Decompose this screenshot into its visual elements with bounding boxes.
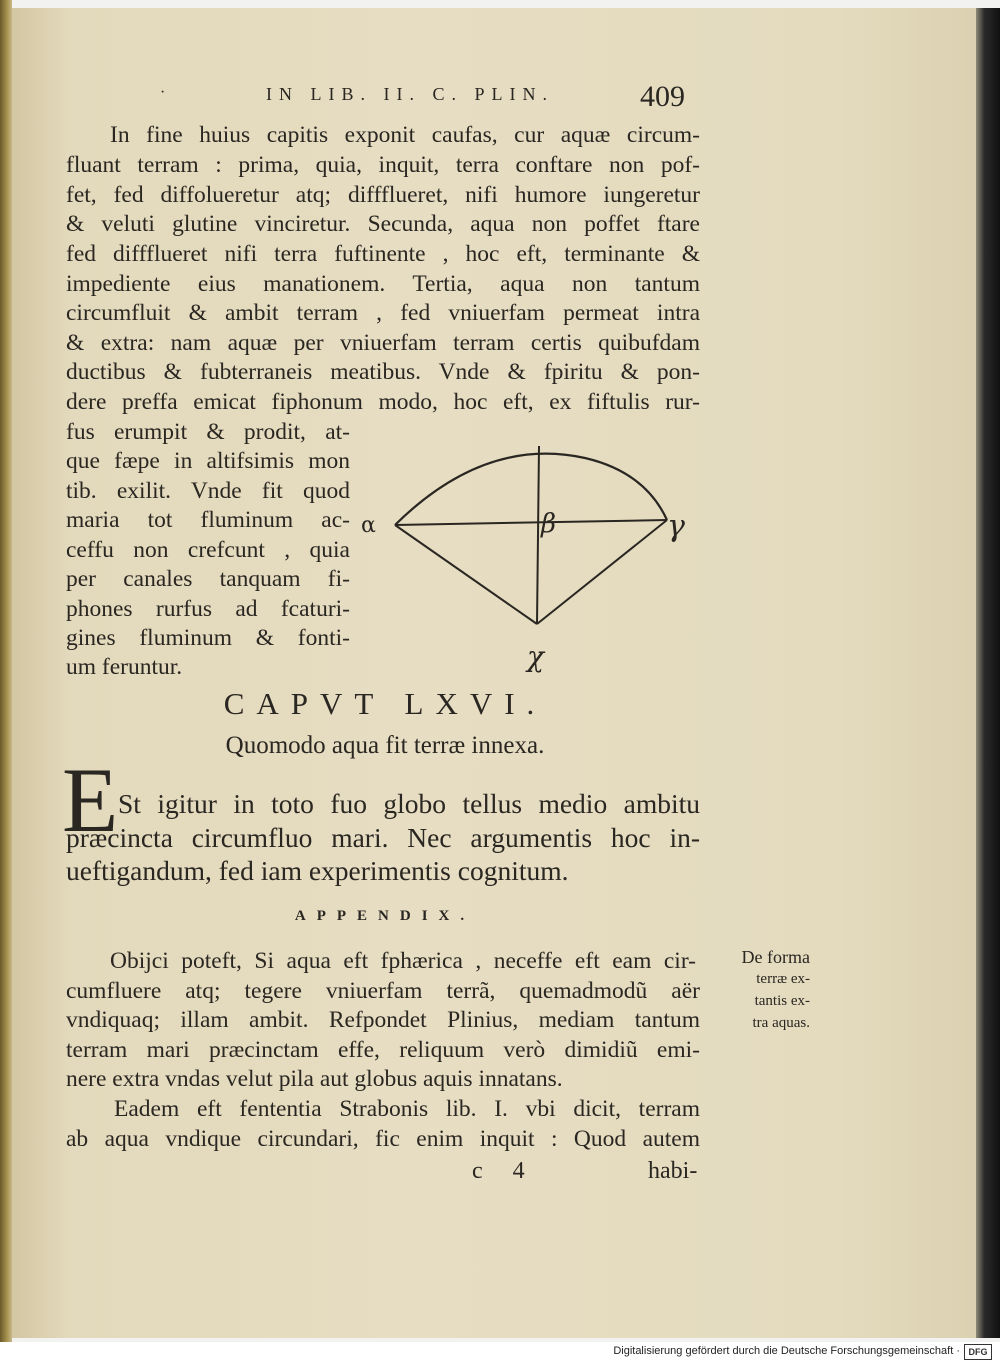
appendix-text-line: nere extra vndas velut pila aut globus aquis innatans. — [66, 1066, 563, 1092]
margin-note-line: De forma — [741, 947, 810, 967]
side-text-line: tib. exilit. Vnde fit quod — [66, 478, 350, 504]
text-line: ductibus & fubterraneis meatibus. Vnde & fpiritu & pon- — [66, 359, 700, 385]
running-head: IN LIB. II. C. PLIN. — [266, 84, 554, 104]
diagram-label-alpha: α — [361, 513, 376, 538]
text-line: In fine huius capitis exponit caufas, cur aquæ circum- — [110, 122, 700, 148]
book-spine — [0, 0, 12, 1342]
side-text-line: gines fluminum & fonti- — [66, 625, 350, 651]
diagram-label-chi: χ — [527, 640, 544, 673]
page-number: 409 — [640, 80, 685, 113]
side-text-line: fus erumpit & prodit, at- — [66, 419, 350, 445]
diagram-vertical-line — [537, 446, 539, 624]
side-text-line: maria tot fluminum ac- — [66, 507, 350, 533]
text-line: & extra: nam aquæ per vniuerfam terram certis quibufdam — [66, 330, 700, 356]
chapter-text-line: ueftigandum, fed iam experimentis cognitum. — [66, 855, 569, 886]
appendix-text-line: cumfluere atq; tegere vniuerfam terrã, quemadmodũ aër — [66, 978, 700, 1004]
diagram-lower-right-line — [537, 520, 667, 624]
side-text-line: phones rurfus ad fcaturi- — [66, 596, 350, 622]
dfg-logo: DFG — [964, 1344, 992, 1360]
appendix-text-line: terram mari præcinctam effe, reliquum verò dimidiũ emi- — [66, 1037, 700, 1063]
chapter-text-line: St igitur in toto fuo globo tellus medio ambitu — [118, 788, 700, 819]
appendix-text-line: ab aqua vndique circundari, fic enim inquit : Quod autem — [66, 1126, 700, 1152]
text-line: impediente eius manationem. Tertia, aqua non tantum — [66, 271, 700, 297]
chapter-title: CAPVT LXVI. — [223, 686, 547, 721]
text-line: circumfluit & ambit terram , fed vniuerfam permeat intra — [66, 300, 700, 326]
running-head-mark: · — [160, 84, 166, 101]
appendix-text-line: Eadem eft fententia Strabonis lib. I. vbi dicit, terram — [114, 1096, 700, 1122]
text-line: fet, fed diffolueretur atq; diffflueret, nifi humore iungeretur — [66, 182, 700, 208]
diagram-horizontal-line — [395, 520, 667, 525]
globe-diagram — [355, 440, 715, 680]
side-text-line: ceffu non crefcunt , quia — [66, 537, 350, 563]
margin-note — [706, 946, 810, 1034]
catchword: habi- — [648, 1158, 698, 1184]
side-text-line: per canales tanquam fi- — [66, 566, 350, 592]
side-text-line: que fæpe in altifsimis mon — [66, 448, 350, 474]
side-text-line: um feruntur. — [66, 654, 183, 680]
chapter-subtitle: Quomodo aqua fit terræ innexa. — [225, 732, 545, 759]
footer-credit: Digitalisierung gefördert durch die Deutsche Forschungsgemeinschaft · — [613, 1345, 960, 1357]
text-line: fed diffflueret nifi terra fuftinente , hoc eft, terminante & — [66, 241, 700, 267]
text-line: fluant terram : prima, quia, inquit, terra conftare non pof- — [66, 152, 700, 178]
margin-note-line: tantis ex- — [754, 993, 810, 1009]
diagram-lower-left-line — [395, 525, 537, 624]
margin-note-line: terræ ex- — [756, 971, 810, 987]
drop-cap: E — [62, 749, 119, 851]
text-line: & veluti glutine vinciretur. Secunda, aqua non poffet ftare — [66, 211, 700, 237]
margin-note-line: tra aquas. — [752, 1015, 810, 1031]
text-line: dere preffa emicat fiphonum modo, hoc eft, ex fiftulis rur- — [66, 389, 700, 415]
diagram-label-beta: β — [541, 509, 557, 539]
page-edge-shadow — [976, 8, 1000, 1338]
appendix-text-line: Obijci poteft, Si aqua eft fphærica , neceffe eft eam cir- — [110, 948, 696, 974]
signature-mark: c 4 — [472, 1158, 537, 1184]
diagram-label-gamma: γ — [667, 509, 685, 544]
appendix-text-line: vndiquaq; illam ambit. Refpondet Plinius, mediam tantum — [66, 1007, 700, 1033]
chapter-text-line: præcincta circumfluo mari. Nec argumentis hoc in- — [66, 822, 700, 853]
diagram-arc — [395, 454, 667, 525]
footer-bar — [0, 1342, 1000, 1362]
appendix-heading: APPENDIX. — [294, 908, 476, 924]
